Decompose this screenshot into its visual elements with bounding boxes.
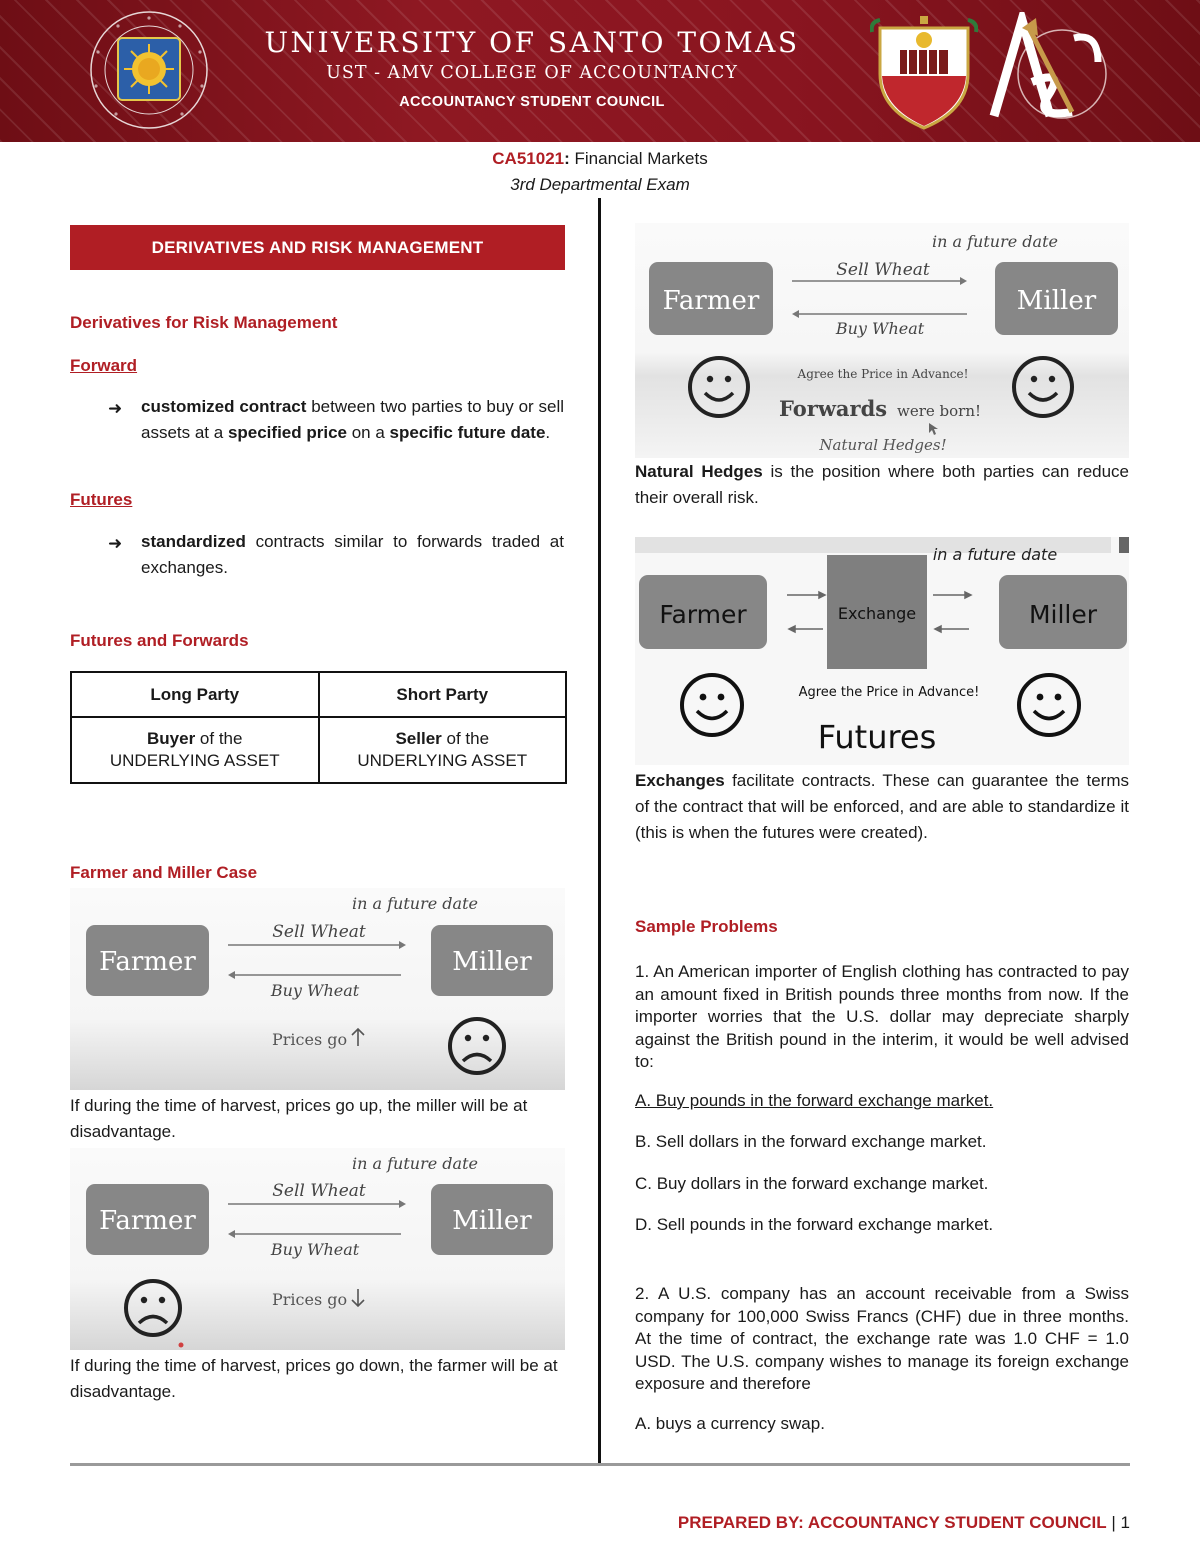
table-header-short: Short Party (319, 672, 567, 717)
column-divider (598, 198, 601, 1464)
caption-prices-up: If during the time of harvest, prices go up, the miller will be at disadvantage. (70, 1096, 528, 1141)
q1-choice-b: B. Sell dollars in the forward exchange market. (635, 1132, 987, 1151)
futures-definition (141, 529, 564, 581)
natural-hedges-label: Natural Hedges! (819, 436, 947, 454)
prices-go-label: Prices go (272, 1290, 348, 1309)
miller-label: Miller (1028, 600, 1098, 629)
sell-wheat-label: Sell Wheat (272, 922, 366, 942)
prices-go-label: Prices go (272, 1030, 348, 1049)
futures-text: contracts similar to forwards traded at exchanges. (141, 532, 564, 577)
natural-hedges-term: Natural Hedges (635, 462, 763, 481)
natural-hedges-text (635, 459, 1129, 511)
cell-text: of the (195, 729, 243, 748)
cell-line2: UNDERLYING ASSET (109, 751, 280, 770)
forward-definition (141, 394, 564, 446)
cell-line2: UNDERLYING ASSET (357, 751, 528, 770)
diagram-prices-up (70, 888, 565, 1090)
farmer-label: Farmer (99, 947, 196, 977)
were-born-label: were born! (897, 402, 982, 420)
cell-text: of the (441, 729, 490, 748)
asc-logo-icon (986, 12, 1112, 130)
council-name: ACCOUNTANCY STUDENT COUNCIL (399, 94, 665, 110)
header-banner (0, 0, 1200, 142)
cursor-dot-icon (179, 1343, 184, 1348)
sell-wheat-label: Sell Wheat (272, 1181, 366, 1201)
future-date-label: in a future date (932, 232, 1058, 251)
table-cell-short (319, 717, 567, 783)
college-crest-icon (870, 14, 978, 132)
arrow-bullet-icon: ➜ (108, 399, 123, 418)
sell-wheat-label: Sell Wheat (836, 260, 930, 280)
forward-term-3: specific future date (389, 423, 546, 442)
forward-text-3: . (545, 423, 551, 442)
diagram-prices-down (70, 1148, 565, 1350)
forward-text-2: on a (347, 423, 390, 442)
forward-term-1: customized contract (141, 397, 307, 416)
subheading-derivatives: Derivatives for Risk Management (70, 313, 338, 332)
future-date-label: in a future date (352, 894, 478, 913)
exchanges-term: Exchanges (635, 771, 725, 790)
farmer-miller-heading: Farmer and Miller Case (70, 863, 258, 882)
miller-label: Miller (452, 947, 532, 977)
exchanges-text (635, 768, 1129, 846)
miller-label: Miller (452, 1206, 532, 1236)
diagram-forwards (635, 223, 1129, 458)
question-2: 2. A U.S. company has an account receivable from a Swiss company for 100,000 Swiss Francs (CHF) due in three months. At the time of contract, the exchange rate was 1.0 CHF = 1.0 USD. The U.S. company wishes to manage its foreign exchange exposure and therefore (635, 1284, 1129, 1393)
section-title-bar: DERIVATIVES AND RISK MANAGEMENT (70, 225, 565, 270)
futures-heading: Futures (70, 490, 133, 509)
table-row (71, 717, 566, 783)
agree-label: Agree the Price in Advance! (798, 685, 980, 700)
parties-table (70, 671, 567, 784)
forward-heading: Forward (70, 356, 138, 375)
futures-word: Futures (817, 718, 937, 756)
diagram-futures (635, 537, 1129, 765)
page-number: 1 (1120, 1513, 1130, 1532)
footer-rule (70, 1463, 1130, 1466)
cell-bold: Seller (395, 729, 442, 748)
course-code: CA51021 (492, 149, 565, 168)
forwards-word: Forwards (779, 396, 888, 421)
q1-choice-d: D. Sell pounds in the forward exchange market. (635, 1215, 994, 1234)
natural-hedges-rest: is the position where both parties can reduce their overall risk. (635, 462, 1130, 507)
table-header-long: Long Party (71, 672, 319, 717)
futures-forwards-heading: Futures and Forwards (70, 631, 249, 650)
footer (678, 1513, 1130, 1533)
diagram-background (635, 223, 1129, 458)
buy-wheat-label: Buy Wheat (270, 981, 360, 1000)
q1-choice-a: A. Buy pounds in the forward exchange market. (635, 1091, 994, 1110)
footer-separator: | (1106, 1513, 1121, 1532)
buy-wheat-label: Buy Wheat (270, 1240, 360, 1259)
top-band-marker (1119, 537, 1129, 553)
futures-term: standardized (141, 532, 246, 551)
table-cell-long (71, 717, 319, 783)
q2-choice-a: A. buys a currency swap. (635, 1414, 825, 1433)
farmer-label: Farmer (659, 600, 747, 629)
farmer-label: Farmer (99, 1206, 196, 1236)
sample-problems-heading: Sample Problems (635, 917, 778, 936)
agree-label: Agree the Price in Advance! (797, 367, 969, 381)
course-name: Financial Markets (574, 149, 708, 168)
exam-name: 3rd Departmental Exam (510, 175, 690, 194)
footer-prepared: PREPARED BY: ACCOUNTANCY STUDENT COUNCIL (677, 1513, 1107, 1532)
course-line: CA51021: Financial Markets (492, 149, 708, 168)
question-1: 1. An American importer of English clothing has contracted to pay an amount fixed in British pounds three months from now. If the importer worries that the U.S. dollar may depreciate sharply against the British pound in the interim, it would be well advised to: (635, 962, 1129, 1071)
future-date-label: in a future date (932, 545, 1058, 564)
caption-prices-down: If during the time of harvest, prices go down, the farmer will be at disadvantage. (70, 1356, 558, 1401)
university-name: UNIVERSITY OF SANTO TOMAS (264, 26, 800, 59)
forward-term-2: specified price (227, 423, 347, 442)
q1-choice-c: C. Buy dollars in the forward exchange market. (635, 1174, 989, 1193)
ust-seal-icon (82, 8, 216, 132)
forward-text-1: between two parties to buy or sell assets at a (141, 397, 565, 442)
exchanges-rest: facilitate contracts. These can guarantee the terms of the contract that will be enforced, and are able to standardize it (this is when the futures were created). (635, 771, 1129, 842)
miller-label: Miller (1016, 286, 1097, 316)
table-header-row (71, 672, 566, 717)
cell-bold: Buyer (147, 729, 196, 748)
buy-wheat-label: Buy Wheat (835, 319, 925, 338)
arrow-bullet-icon: ➜ (108, 534, 123, 553)
college-name: UST - AMV COLLEGE OF ACCOUNTANCY (326, 63, 738, 83)
exchange-label: Exchange (837, 604, 917, 623)
farmer-label: Farmer (662, 286, 760, 316)
future-date-label: in a future date (352, 1154, 478, 1173)
